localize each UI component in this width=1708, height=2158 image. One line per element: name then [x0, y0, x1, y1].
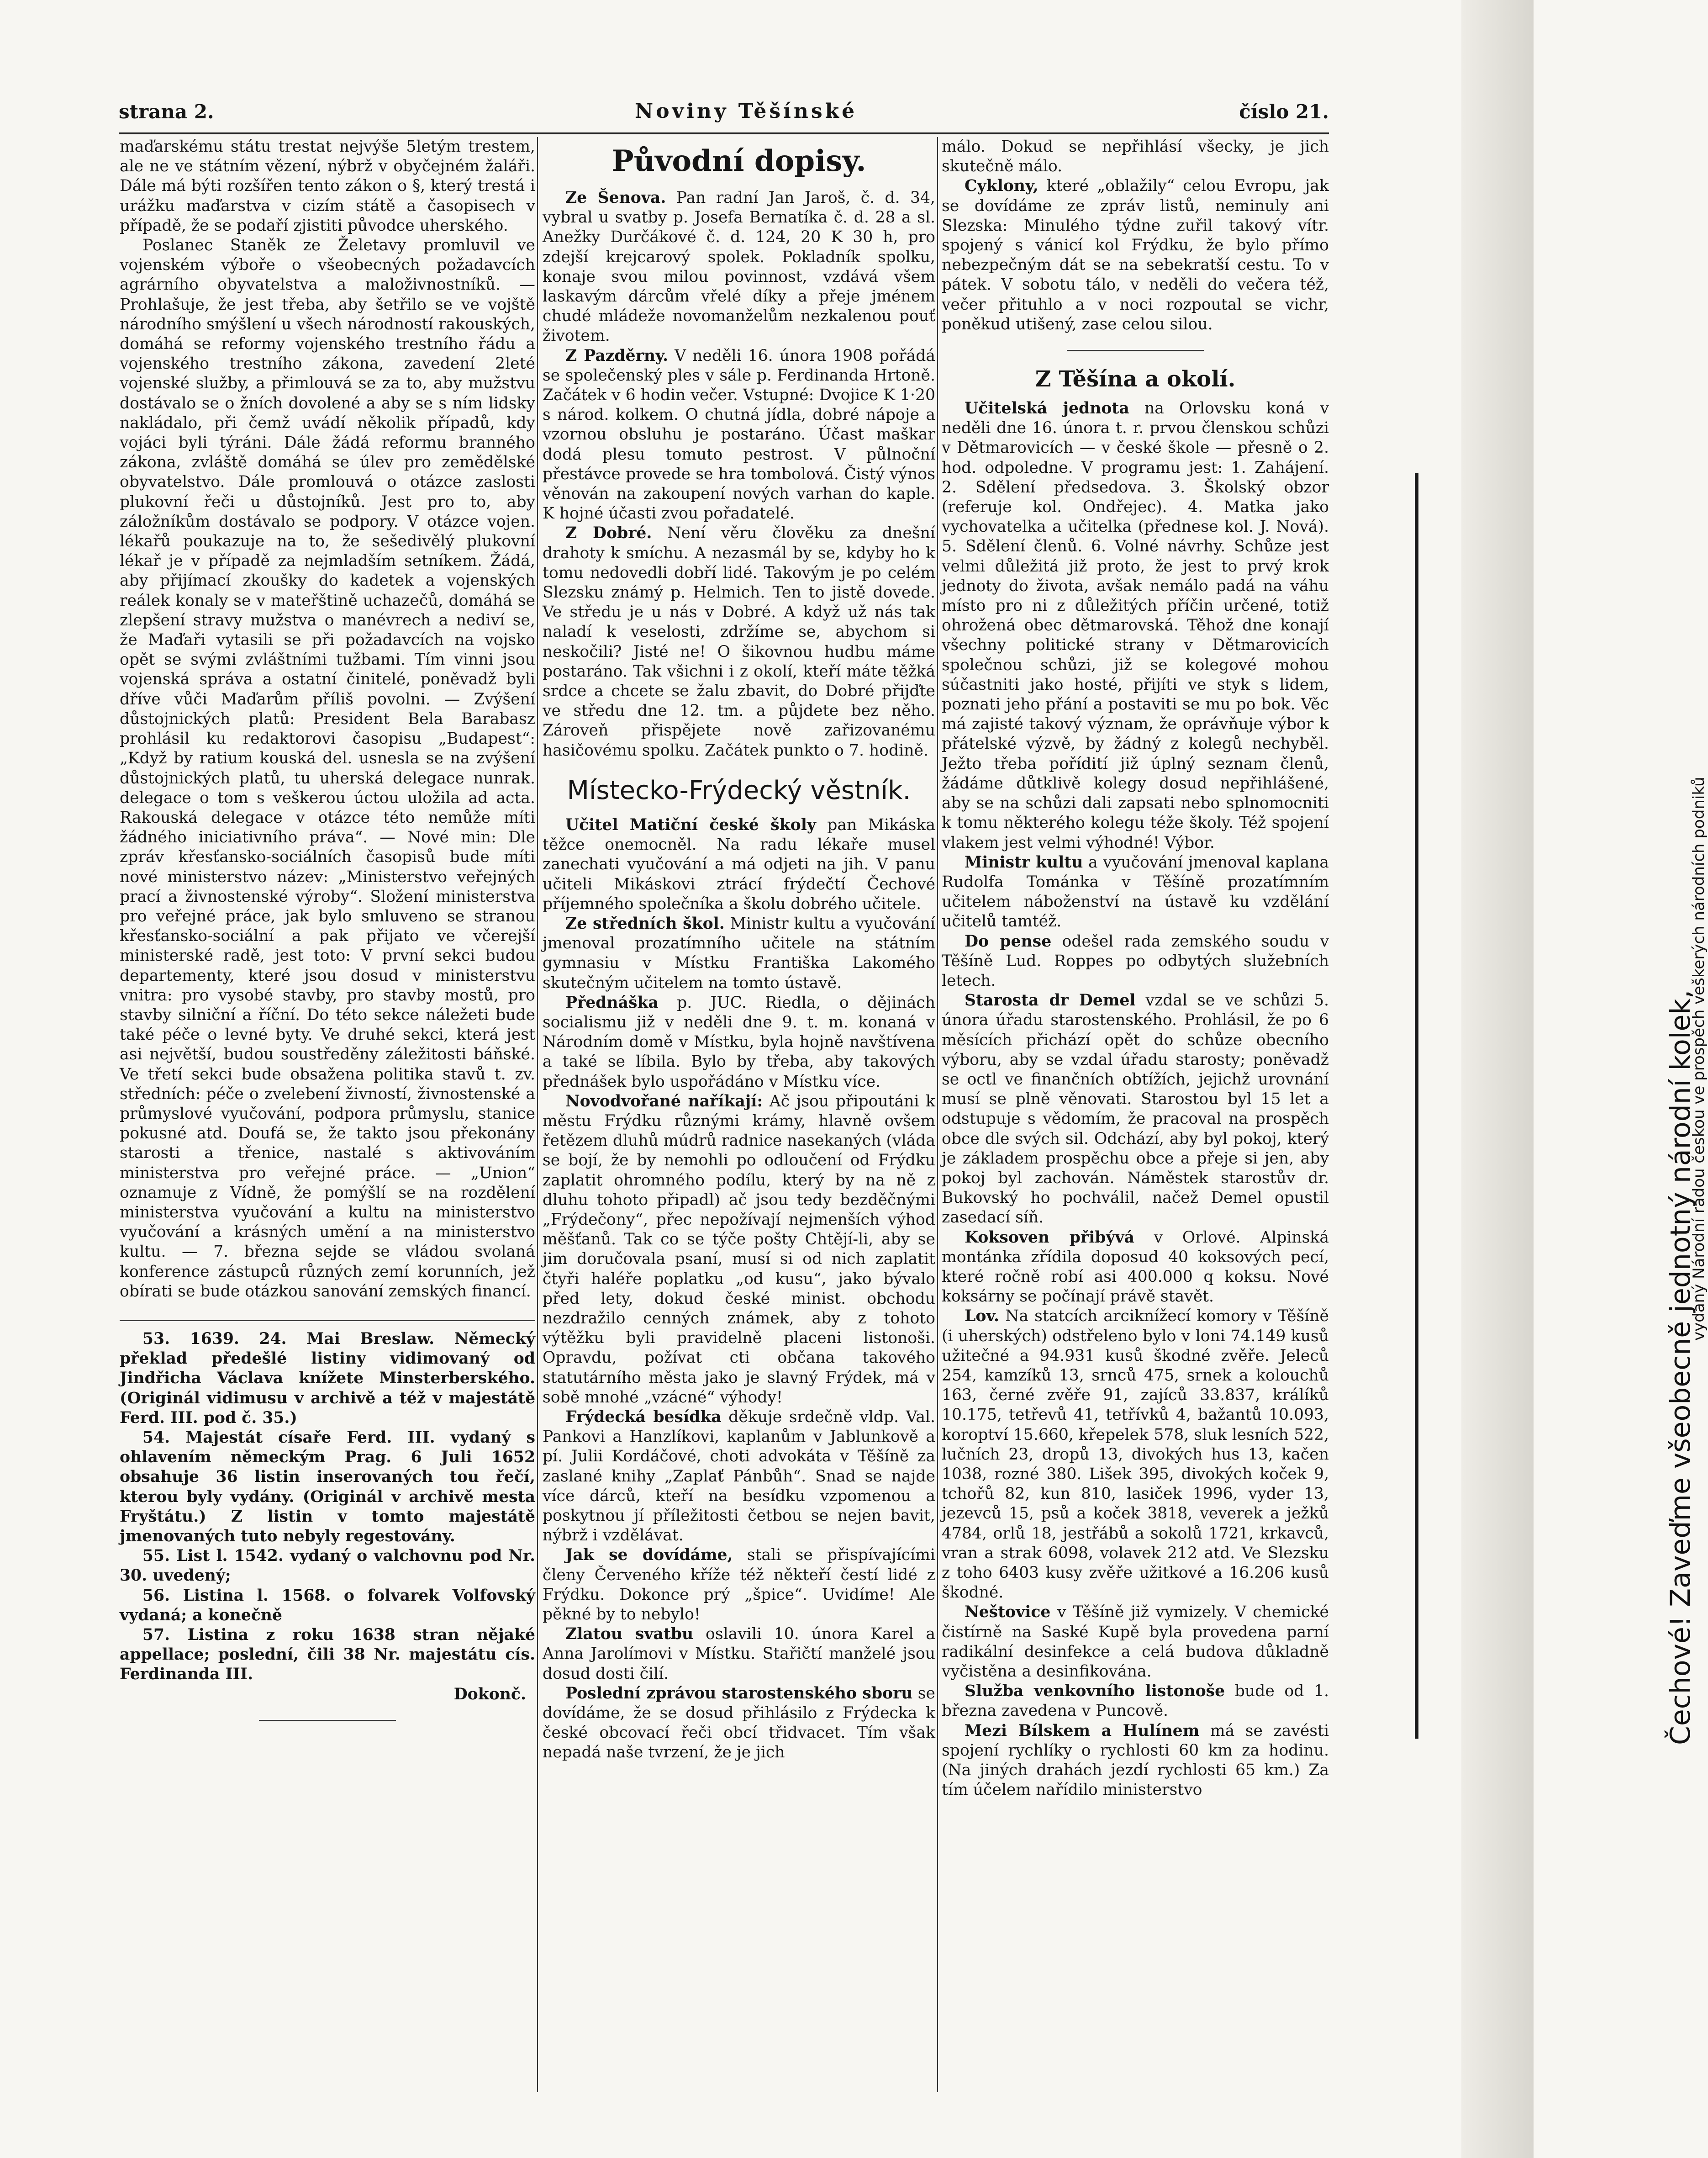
- news-pense: [942, 932, 1329, 991]
- news-cyklony: [942, 176, 1329, 334]
- news-zlata-svatba: [543, 1624, 935, 1684]
- news-text: v Orlové. Alpinská montánka zřídila doposud 40 koksových pecí, které ročně robí asi 400.000 q koksu. Nové koksárny se počínají právě stavět.: [942, 1228, 1329, 1306]
- column-2: [543, 137, 935, 2101]
- page-header: [119, 96, 1329, 128]
- news-lead: Starosta dr Demel: [965, 991, 1136, 1010]
- news-dobra: [543, 524, 935, 760]
- news-stredni-skoly: [543, 914, 935, 993]
- news-prednaska: [543, 993, 935, 1092]
- news-novodvorane: [543, 1092, 935, 1407]
- news-lead: Mezi Bílskem a Hulínem: [965, 1721, 1200, 1740]
- news-lead: Jak se dovídáme,: [565, 1546, 733, 1565]
- news-text: Na statcích arciknížecí komory v Těšíně (i uherských) odstřeleno bylo v loni 74.149 kusů užitečné a 94.931 kusů škodné zvěře. Jeleců 254, kamzíků 13, srnců 475, srnek a kolouchů 163, černé zvěře 91, zajíců 33.837, králíků 10.175, tetřevů 41, tetřívků 4, bažantů 10.093, koroptví 15.660, křepelek 578, sluk lesních 522, lučních 23, dropů 13, divokých hus 13, kačen 1038, rozné 380. Lišek 395, divokých koček 9, tchořů 82, kun 810, lasiček 1996, vyder 13, jezevců 15, psů a koček 3818, veverek a ježků 4784, orlů 18, jestřábů a sokolů 1721, krkavců, vran a strak 6098, volavek 212 atd. Ve Slezsku z toho 6403 kusy zvěře užitkové a 16.206 kusů škodné.: [942, 1307, 1329, 1602]
- news-lead: Neštovice: [965, 1603, 1051, 1622]
- news-lead: Z Dobré.: [565, 524, 652, 543]
- news-ucitel: [543, 815, 935, 914]
- article-continuation: maďarskému státu trestat nejvýše 5letým trestem, ale ne ve státním vězení, nýbrž v obyčejném žaláři. Dále má býti rozšířen tento zákon o §, který trestá i urážku maďarstva v cizím státě a časopisech v případě, že se podaří zjistiti původce uherského.: [120, 138, 535, 235]
- regest-56: 56. Listina l. 1568. o folvarek Volfovský vydaná; a konečně: [120, 1586, 535, 1624]
- news-text: pan Mikáska těžce onemocněl. Na radu lékaře musel zanechati vyučování a má odjeti na jih. V panu učiteli Mikáskovi ztrácí frýdečtí Čechové příjemného společníka a školu dobrého učitele.: [543, 815, 935, 913]
- article-stanek: Poslanec Staněk ze Želetavy promluvil ve vojenském výboře o všeobecných požadavcích agrárního obyvatelstva a maloživnostníků. — Prohlašuje, že jest třeba, aby šetřilo se ve vojště národního smýšlení u všech národností rakouských, domáhá se reformy vojenského trestního řádu a vojenského trestního zákona, zavedení 2leté vojenské služby, a přimlouvá se za to, aby mužstvu dostávalo se o žních dovolené a aby se s ním lidsky nakládalo, při čemž uvádí několik případů, kdy vojáci byli týráni. Dále žádá reformu branného zákona, zvláště domáhá se úlev pro zemědělské obyvatelstvo. Dále promlouvá o otázce zaslosti plukovní řeči u důstojníků. Jest pro to, aby záložníkům dostávalo se podpory. V otázce vojen. lékařů poukazuje na to, že sešedivělý plukovní lékař je v případě za nejmladším setníkem. Žádá, aby přijímací zkoušky do kadetek a vojenských reálek konaly se v mateřštině uchazečů, domáhá se zlepšení stravy mužstva o manévrech a nediví se, že Maďaři vytasili se při požadavcích na vojsko opět se svými zvláštními tužbami. Tím vinni jsou vojenská správa a ostatní činitelé, poněvadž byli dříve vůči Maďarům příliš povolni. — Zvýšení důstojnických platů: President Bela Barabasz prohlásil ku redaktorovi časopisu „Budapest“: „Když by ratium kouská del. usnesla se na zvýšení důstojnických platů, tu uherská delegace nunrak. delegace o tom s veškerou úctou uložila ad acta. Rakouská delegace v otázce této nemůže míti žádného iniciativního práva“. — Nové min: Dle zpráv křesťansko-sociálních časopisů bude míti nové ministerstvo název: „Ministerstvo veřejných prací a živnostenské výroby“. Složení ministerstva pro veřejné práce, jak bylo smluveno se stranou křesťansko-sociální a pak přijato ve včerejší ministerské radě, jest toto: V první sekci budou departementy, které jsou dosud v ministerstvu vnitra: pro vysobé stavby, pro stavby mostů, pro stavby silniční a říční. Do této sekce náležeti bude také péče o levné byty. Ve druhé sekci, která jest asi největší, budou soustředěny záležitosti báňské. Ve třetí sekci bude obsažena politika stavů t. zv. středních: péče o zvelebení živností, živnostenské a průmyslové vyučování, podpora průmyslu, stanice pokusné atd. Doufá se, že takto jsou překonány starosti a třenice, nastalé s aktivováním ministerstva pro veřejné práce. — „Union“ oznamuje z Vídně, že pomýšlí se na rozdělení ministerstva vyučování a kultu na ministerstvo vyučování a krásných umění a na ministerstvo kultu. — 7. března sejde se vládou svolaná konference zástupců různých zemí korunních, jež obírati se bude otázkou sanování zemských financí.: [120, 236, 535, 1301]
- side-banner-rule: [1415, 473, 1418, 1739]
- news-text: Není věru člověku za dnešní drahoty k smíchu. A nezasmál by se, kdyby ho k tomu nedovedli dobří lidé. Takovým je po celém Slezsku známý p. Helmich. Ten to jistě dovede. Ve středu je u nás v Dobré. A když už nás tak naladí k veselosti, zdržíme se, abychom si neskočili? Jisté ne! O šikovnou hudbu máme postaráno. Tak všichni i z okolí, kteří máte těžká srdce a chcete se žalu zbavit, do Dobré přijďte ve středu dne 12. tm. a půjdete bez něho. Zároveň přispějete nově zařizovanému hasičovému spolku. Začátek punkto o 7. hodině.: [543, 524, 935, 760]
- news-pazderna: [543, 346, 935, 524]
- column-divider-1: [537, 137, 538, 2092]
- news-text: p. JUC. Riedla, o dějinách socialismu již v neděli dne 9. t. m. konaná v Národním domě v Místku, byla hojně navštívena a také se líbila. Bylo by třeba, aby takových přednášek bylo uspořádáno v Místku více.: [543, 993, 935, 1091]
- end-rule: [259, 1720, 396, 1721]
- news-text: V neděli 16. února 1908 pořádá se společenský ples v sále p. Ferdinanda Hrtoně. Začátek v 6 hodin večer. Vstupné: Dvojice K 1·20 s národ. kolkem. O chutná jídla, dobré nápoje a vzornou obsluhu je postaráno. Účast maškar dodá plesu tomuto pestrost. V půlnoční přestávce provede se hra tombolová. Čistý výnos věnován na zakoupení nových varhan do kaple. K hojné účasti zvou pořadatelé.: [543, 346, 936, 523]
- news-lead: Zlatou svatbu: [565, 1625, 694, 1644]
- news-starostensky-sbor: [543, 1684, 935, 1763]
- header-rule: [119, 132, 1329, 134]
- news-text: na Orlovsku koná v neděli dne 16. února t. r. prvou členskou schůzi v Dětmarovicích — v české škole — přesně o 2. hod. odpoledne. V programu jest: 1. Zahájení. 2. Sdělení předsedova. 3. Školský obzor (referuje kol. Ondřejec). 4. Matka jako vychovatelka a učitelka (přednese kol. J. Nová). 5. Sdělení členů. 6. Volné návrhy. Schůze jest velmi důležitá již proto, že jest to prvý krok jednoty do života, avšak nemálo padá na váhu místo pro ni z důležitých příčin určené, totiž ohrožená obec dětmarovská. Těhož dne konají všechny politické strany v Dětmarovicích společnou schůzi, již se kolegové mohou súčastniti jako hosté, přijíti ve styk s lidem, poznati jeho přání a postaviti se mu po bok. Věc má zajisté takový význam, že oprávňuje výbor k přátelské výzvě, by žádný z kolegů nechyběl. Ježto třeba pořídití již úplný seznam členů, žádáme důtklivě kolegy dosud nepřihlášené, aby se na schůzi dali zapsati nebo splnomocniti k tomu některého kolegu téže školy. Též spojení vlakem jest velmi výhodné! Výbor.: [942, 399, 1329, 852]
- section-title-mistecko-frydecky: Místecko-Frýdecký věstník.: [567, 775, 911, 805]
- news-text: odešel rada zemského soudu v Těšíně Lud. Roppes po odbytých služebních letech.: [942, 932, 1329, 990]
- news-cerveny-kriz: [543, 1545, 935, 1624]
- regest-57: 57. Listina z roku 1638 stran nějaké appellace; poslední, čili 38 Nr. majestátu cís. Ferdinanda III.: [120, 1626, 535, 1684]
- section-rule: [120, 1320, 535, 1321]
- news-lov: [942, 1306, 1329, 1603]
- news-lead: Ze středních škol.: [565, 914, 725, 933]
- news-text: Ministr kultu a vyučování jmenoval prozatímního učitele na státním gymnasiu v Místku Františka Lakomého skutečným učitelem na tomto ústavě.: [543, 914, 935, 992]
- news-ucitelska-jednota: [942, 399, 1329, 853]
- news-lead: Poslední zprávou starostenského sboru: [565, 1684, 913, 1703]
- page-edge-shadow: [1461, 0, 1534, 2158]
- page-number: strana 2.: [119, 100, 214, 123]
- news-lead: Frýdecká besídka: [565, 1407, 722, 1426]
- news-koksovny: [942, 1228, 1329, 1307]
- news-text: se dovídáme, že se dosud přihlásilo z Frýdecka k české obcovací řeči obcí třidvacet. Tím však nepadá naše tvrzení, že je jich: [543, 1684, 935, 1762]
- regest-54: 54. Majestát císaře Ferd. III. vydaný s ohlavením německým Prag. 6 Juli 1652 obsahuje 36 listin inserovaných tou řečí, kterou byly vydány. (Originál v archivě mesta Fryštátu.) Z listin v tomto majestátě jmenovaných tuto nebyly regestovány.: [120, 1428, 535, 1546]
- column-1: [120, 137, 535, 2101]
- news-text: bude od 1. března zavedena v Puncově.: [942, 1682, 1329, 1720]
- news-text: Ač jsou připoutáni k městu Frýdku různými krámy, hlavně ovšem řetězem dluhů múdrů radnice nasekaných (vláda se bojí, že by nemohli po odloučení od Frýdku zaplatit ohromného podílu, který by na ně z dluhu tohoto připadl) ač jsou tedy bezděčnými „Frýdečony“, přec nepožívají nejmenších výhod měšťanů. Tak co se týče pošty Chtějí-li, aby se jim doručovala psaní, musí si od nich zaplatit čtyři haléře poplatku „od kusu“, jako bývalo před lety, dokud české minist. obchodu nezdražilo cenných známek, aby z tohoto výtěžku byli pravidelně placeni listonoši. Opravdu, požívat cti občana takového statutárního města jako je slavný Frýdek, má v sobě mnohé „vzácné“ výhody!: [543, 1092, 935, 1407]
- news-lead: Z Pazděrny.: [565, 346, 669, 365]
- newspaper-title: Noviny Těšínské: [635, 100, 858, 123]
- news-text: v Těšíně již vymizely. V chemické čistírně na Saské Kupě byla provedena parní radikální desinfekce a celá budova důkladně vyčistěna a desinfikována.: [942, 1603, 1329, 1681]
- side-banner-subtext: vydaný Národní radou českou ve prospěch veškerých národních podniků: [1690, 777, 1708, 1341]
- section-title-puvodni-dopisy: Původní dopisy.: [612, 144, 866, 178]
- news-ministr-kultu: [942, 853, 1329, 932]
- news-text: vzdal se ve schůzi 5. února úřadu starostenského. Prohlásil, že po 6 měsících přichází opět do schůze obecního výboru, aby se vzdal úřadu starosty; poněvadž se octl ve finančních obtížích, jejichž urovnání musí se plně věnovati. Starostou byl 15 let a odstupuje s vědomím, že pracoval na prospěch obce dle svých sil. Odchází, aby byl pokoj, který je základem prospěchu obce a přeje si jen, aby pokoj byl zachován. Náměstek starostův dr. Bukovský ho pochválil, načež Demel opustil zasedací síň.: [942, 991, 1329, 1227]
- news-text: oslavili 10. února Karel a Anna Jarolímovi v Místku. Stařičtí manželé jsou dosud dosti čilí.: [543, 1625, 935, 1683]
- news-text: stali se přispívajícími členy Červeného kříže též někteří čestí lidé z Frýdku. Dokonce prý „špice“. Uvidíme! Ale pěkné by to nebylo!: [543, 1546, 935, 1624]
- news-lead: Novodvořané naříkají:: [565, 1092, 763, 1111]
- news-lead: Lov.: [965, 1307, 1000, 1326]
- news-lead: Ze Šenova.: [565, 189, 666, 207]
- news-lead: Ministr kultu: [965, 853, 1083, 872]
- news-rychliky: [942, 1721, 1329, 1800]
- news-text: které „oblažily“ celou Evropu, jak se dovídáme ze zpráv listů, neminuly ani Slezska: Minulého týdne zuřil takový vítr. spojený s vánicí kol Frýdku, že bylo přímo nebezpečným dát se na sebekratší cestu. To v pátek. V sobotu tálo, v neděli do večera též, večer přituhlo a v noci rozpoutal se vichr, poněkud utišený, zase celou silou.: [942, 177, 1329, 333]
- news-lead: Přednáška: [565, 993, 659, 1012]
- news-listonos: [942, 1682, 1329, 1721]
- news-lead: Koksoven přibývá: [965, 1228, 1135, 1247]
- column-3: [942, 137, 1329, 2101]
- news-text: děkuje srdečně vldp. Val. Pankovi a Hanzlíkovi, kaplanům v Jablunkově a pí. Julii Kordáčové, choti advokáta v Těšíně za zaslané knihy „Zaplať Pánbůh“. Snad se najde více dárců, kteří na besídku vzpomenou a poskytnou jí příležitosti četbou se nejen bavit, nýbrž i vzdělávat.: [543, 1407, 935, 1545]
- section-title-tesin: Z Těšína a okolí.: [1035, 366, 1236, 392]
- news-starosta-demel: [942, 991, 1329, 1227]
- news-text: a vyučování jmenoval kaplana Rudolfa Tománka v Těšíně prozatímním učitelem náboženství na ústavě ku vzdělání učitelů tamtéž.: [942, 853, 1329, 931]
- news-besidka: [543, 1407, 935, 1545]
- news-lead: Cyklony,: [965, 177, 1039, 196]
- news-text: Pan radní Jan Jaroš, č. d. 34, vybral u svatby p. Josefa Bernatíka č. d. 28 a sl. Anežky Durčákové č. d. 124, 20 K 30 h, pro zdejší krejcarový spolek. Pokladník spolku, konaje svou milou povinnost, vzdává všem laskavým dárcům vřelé díky a přeje jménem chudé mládeže novomanželům nezkalenou pouť životem.: [543, 189, 935, 345]
- news-continuation: málo. Dokud se nepřihlásí všecky, je jich skutečně málo.: [942, 138, 1329, 176]
- column-divider-2: [937, 137, 938, 2092]
- news-lead: Učitel Matiční české školy: [565, 815, 816, 834]
- news-lead: Učitelská jednota: [965, 399, 1129, 418]
- regest-55: 55. List l. 1542. vydaný o valchovnu pod Nr. 30. uvedený;: [120, 1547, 535, 1585]
- news-lead: Služba venkovního listonoše: [965, 1682, 1225, 1701]
- section-rule: [1067, 350, 1204, 351]
- news-text: má se zavésti spojení rychlíky o rychlosti 60 km za hodinu. (Na jiných drahách jezdí rychlosti 65 km.) Za tím účelem nařídilo ministerstvo: [942, 1721, 1329, 1799]
- news-lead: Do pense: [965, 932, 1052, 951]
- news-senov: [543, 188, 935, 346]
- regest-53: 53. 1639. 24. Mai Breslaw. Německý překlad předešlé listiny vidimovaný od Jindřicha Václava knížete Minsterberského. (Originál vidimusu v archivě a též v majestátě Ferd. III. pod č. 35.): [120, 1329, 535, 1427]
- side-banner-text: Čechové! Zaveďme všeobecně jednotný národní kolek,: [1665, 989, 1697, 1745]
- issue-number: číslo 21.: [1239, 100, 1329, 123]
- news-nestovice: [942, 1603, 1329, 1682]
- to-be-continued: Dokonč.: [453, 1685, 526, 1703]
